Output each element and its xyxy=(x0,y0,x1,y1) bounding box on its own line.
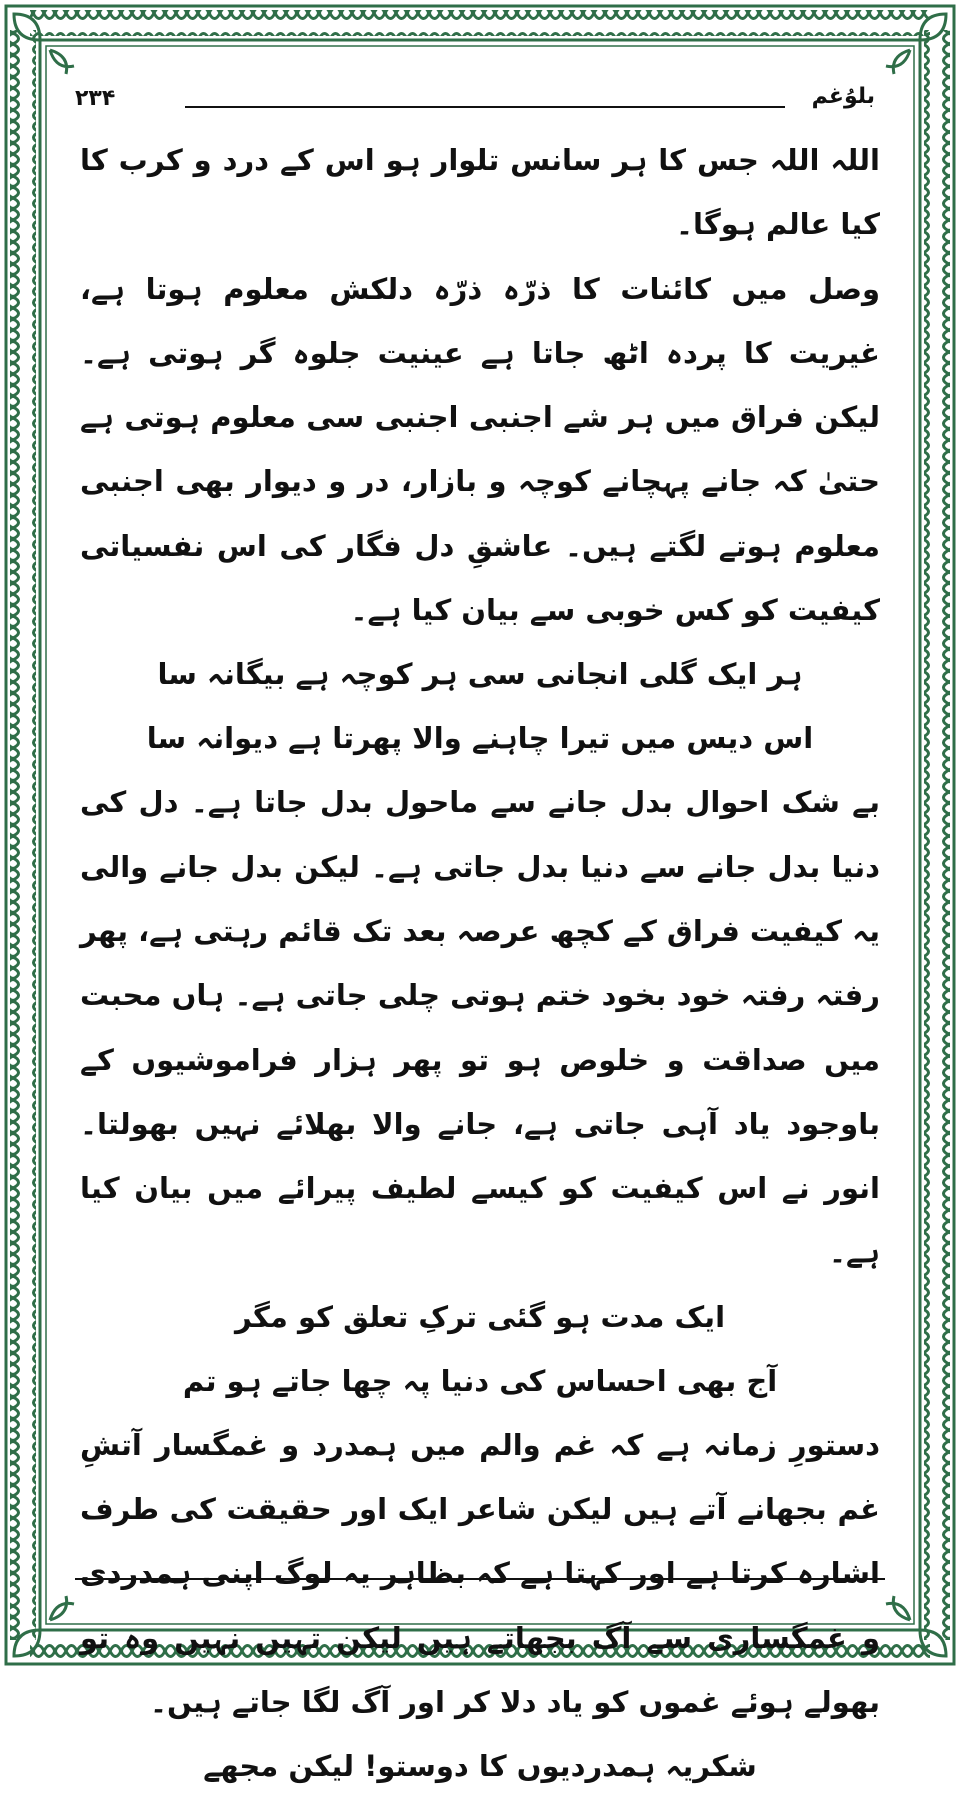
verse-1-line-2: اس دیس میں تیرا چاہنے والا پھرتا ہے دیوانہ سا xyxy=(146,721,814,756)
header-rule xyxy=(185,106,785,108)
page-number: ۲۳۴ xyxy=(75,86,116,111)
verse-2-line-2: آج بھی احساس کی دنیا پہ چھا جاتے ہو تم xyxy=(182,1363,778,1398)
page-body xyxy=(80,128,880,1798)
footer-rule xyxy=(75,1578,885,1580)
page-header xyxy=(75,82,885,122)
paragraph-4: دستورِ زمانہ ہے کہ غم والم میں ہمدرد و غمگسار آتشِ غم بجھانے آتے ہیں لیکن شاعر ایک اور حقیقت کی طرف اشارہ کرتا ہے اور کہتا ہے کہ بظاہر یہ لوگ اپنی ہمدردی و غمگساری سے آگ بجھاتے ہیں لیکن تہیں نہیں وہ تو بھولے ہوئے غموں کو یاد دلا کر اور آگ لگا جاتے ہیں۔ xyxy=(80,1427,880,1719)
verse-2-line-1: ایک مدت ہو گئی ترکِ تعلق کو مگر xyxy=(234,1299,726,1334)
paragraph-1: اللہ اللہ جس کا ہر سانس تلوار ہو اس کے درد و کرب کا کیا عالم ہوگا۔ xyxy=(80,143,880,242)
paragraph-2: وصل میں کائنات کا ذرّہ ذرّہ دلکش معلوم ہوتا ہے، غیریت کا پردہ اٹھ جاتا ہے عینیت جلوہ گر ہوتی ہے۔ لیکن فراق میں ہر شے اجنبی اجنبی سی معلوم ہوتی ہے حتیٰ کہ جانے پہچانے کوچہ و بازار، در و دیوار بھی اجنبی معلوم ہوتے لگتے ہیں۔ عاشقِ دل فگار کی اس نفسیاتی کیفیت کو کس خوبی سے بیان کیا ہے۔ xyxy=(80,271,880,628)
verse-1-line-1: ہر ایک گلی انجانی سی ہر کوچہ ہے بیگانہ سا xyxy=(157,657,803,692)
verse-3-line-1: شکریہ ہمدردیوں کا دوستو! لیکن مجھے xyxy=(203,1749,757,1784)
running-title: بلوُغم xyxy=(811,84,875,109)
paragraph-3: بے شک احوال بدل جانے سے ماحول بدل جاتا ہے۔ دل کی دنیا بدل جانے سے دنیا بدل جاتی ہے۔ لیکن بدل جانے والی یہ کیفیت فراق کے کچھ عرصہ بعد تک قائم رہتی ہے، پھر رفتہ رفتہ خود بخود ختم ہوتی چلی جاتی ہے۔ ہاں محبت میں صداقت و خلوص ہو تو پھر ہزار فراموشیوں کے باوجود یاد آہی جاتی ہے، جانے والا بھلائے نہیں بھولتا۔ انور نے اس کیفیت کو کیسے لطیف پیرائے میں بیان کیا ہے۔ xyxy=(80,785,880,1270)
